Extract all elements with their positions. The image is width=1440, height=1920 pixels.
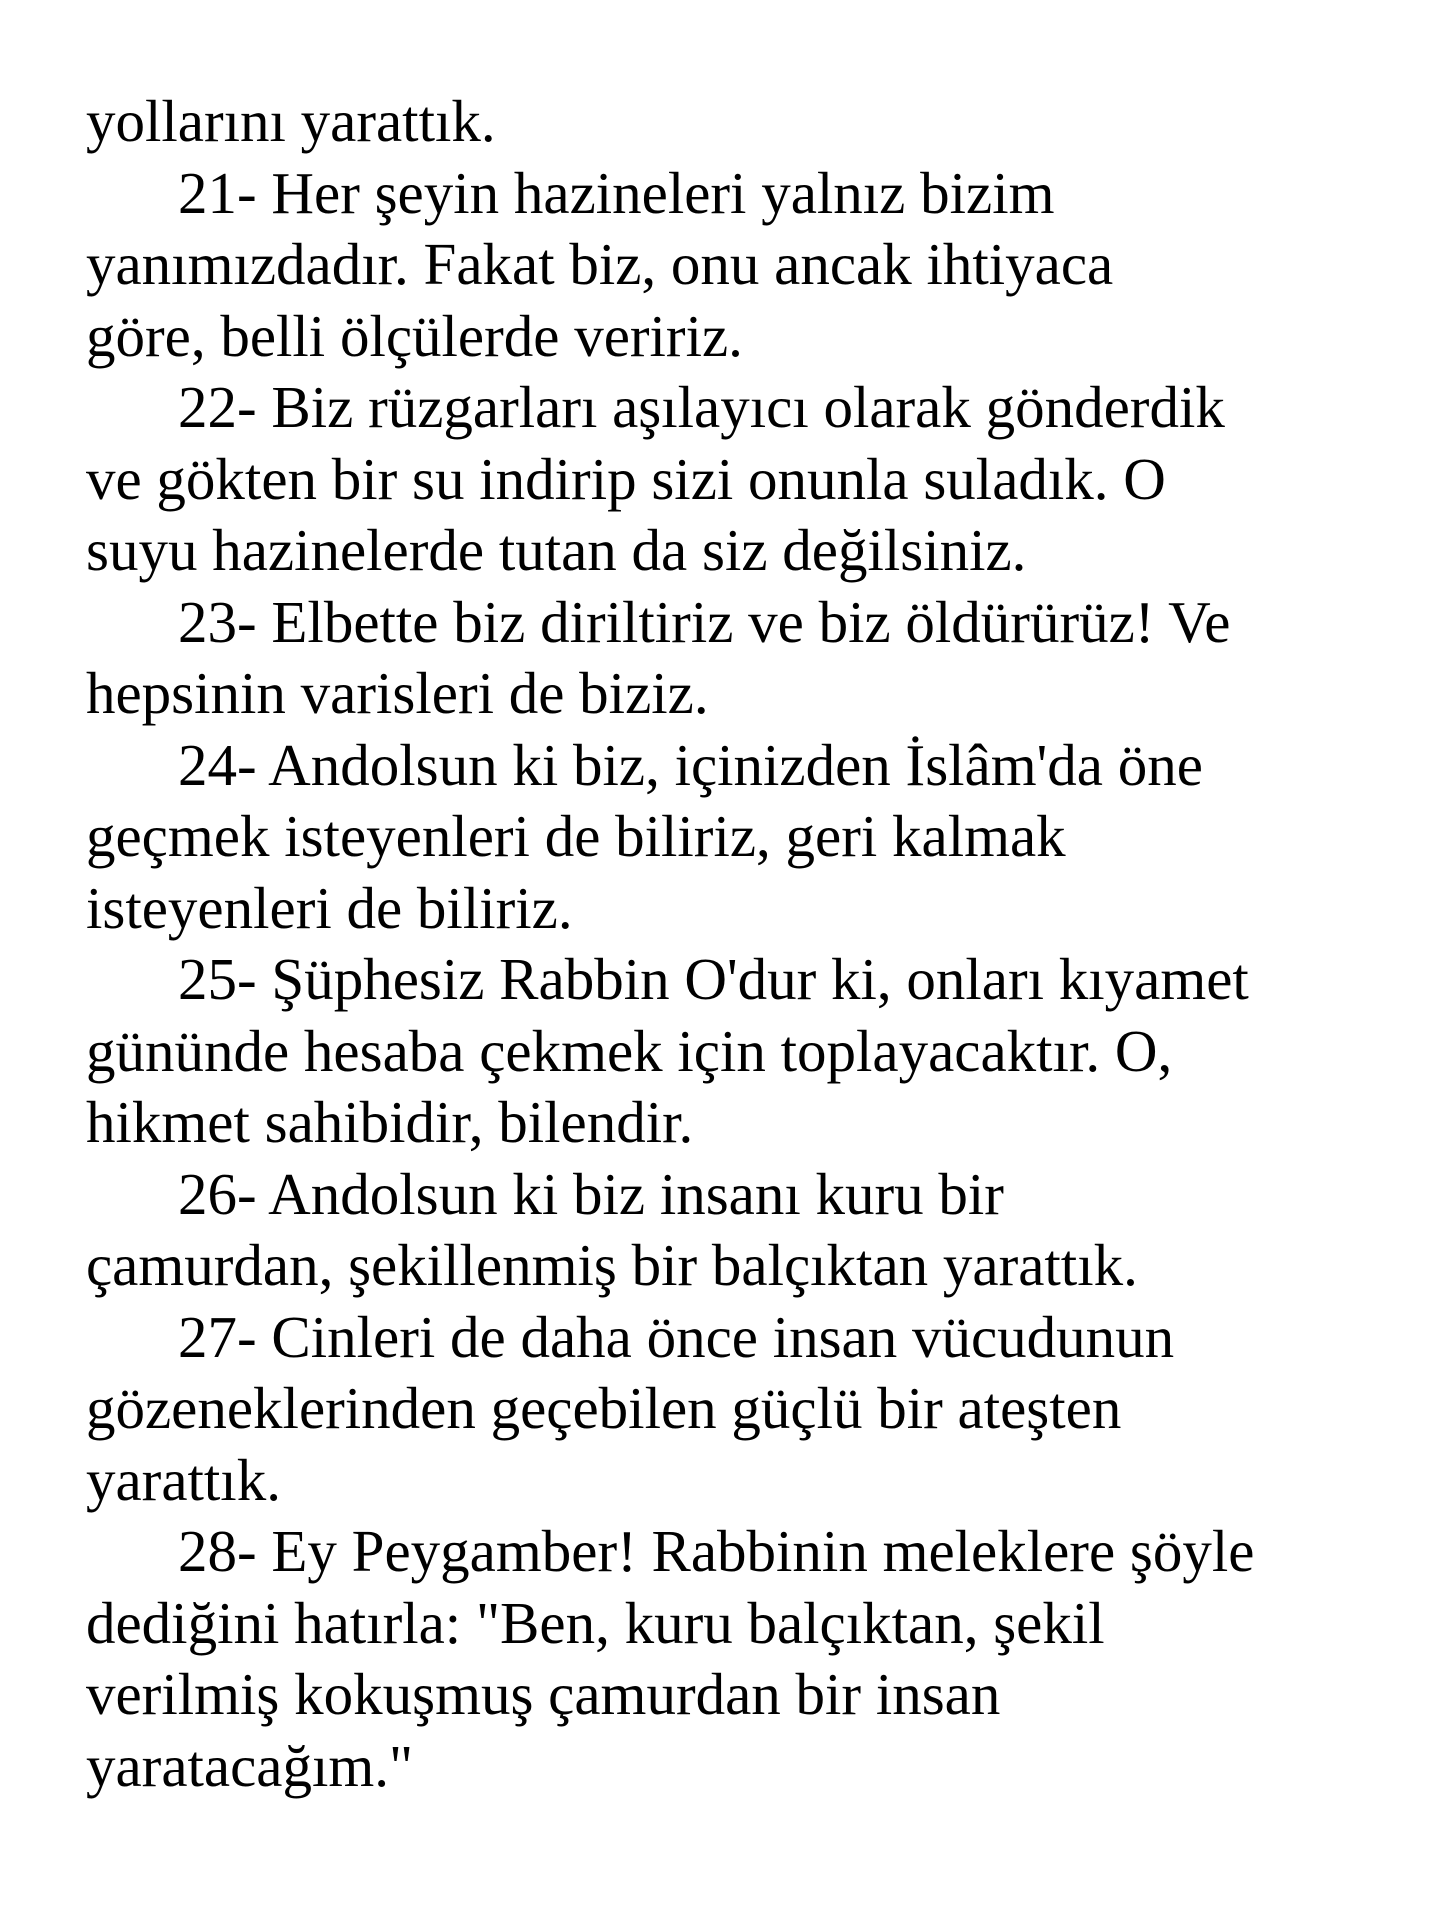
text-line: gözeneklerinden geçebilen güçlü bir ateşten xyxy=(86,1375,1122,1441)
text-line: verilmiş kokuşmuş çamurdan bir insan xyxy=(86,1661,1001,1727)
text-line: hikmet sahibidir, bilendir. xyxy=(86,1089,694,1155)
verse-21 xyxy=(86,158,1406,373)
verse-26 xyxy=(86,1159,1406,1302)
text-line: 27- Cinleri de daha önce insan vücudunun xyxy=(178,1303,1175,1370)
text-line: 24- Andolsun ki biz, içinizden İslâm'da öne xyxy=(178,731,1203,798)
text-line: gününde hesaba çekmek için toplayacaktır. O, xyxy=(86,1017,1173,1084)
verse-24 xyxy=(86,730,1406,945)
text-line: 26- Andolsun ki biz insanı kuru bir xyxy=(178,1160,1004,1227)
text-line: dediğini hatırla: "Ben, kuru balçıktan, şekil xyxy=(86,1589,1105,1656)
text-line: yollarını yarattık. xyxy=(86,88,496,154)
document-page xyxy=(86,86,1406,1802)
verse-22 xyxy=(86,372,1406,587)
verse-23 xyxy=(86,587,1406,730)
verse-27 xyxy=(86,1302,1406,1517)
text-line: 25- Şüphesiz Rabbin O'dur ki, onları kıyamet xyxy=(178,946,1249,1012)
text-line: isteyenleri de biliriz. xyxy=(86,874,573,941)
text-line: geçmek isteyenleri de biliriz, geri kalmak xyxy=(86,803,1066,869)
text-line: 28- Ey Peygamber! Rabbinin meleklere şöyle xyxy=(178,1518,1255,1584)
text-line: 22- Biz rüzgarları aşılayıcı olarak gönderdik xyxy=(178,374,1225,440)
verse-28 xyxy=(86,1516,1406,1802)
text-line: hepsinin varisleri de biziz. xyxy=(86,660,709,726)
text-line: çamurdan, şekillenmiş bir balçıktan yarattık. xyxy=(86,1232,1138,1298)
text-line: suyu hazinelerde tutan da siz değilsiniz. xyxy=(86,517,1027,583)
text-line: yarattık. xyxy=(86,1446,281,1513)
paragraph-continuation xyxy=(86,86,1406,158)
verse-25 xyxy=(86,944,1406,1159)
text-line: 21- Her şeyin hazineleri yalnız bizim xyxy=(178,159,1055,226)
text-line: 23- Elbette biz diriltiriz ve biz öldürürüz! Ve xyxy=(178,588,1231,655)
text-line: yaratacağım." xyxy=(86,1732,414,1799)
text-line: yanımızdadır. Fakat biz, onu ancak ihtiyaca xyxy=(86,231,1114,297)
text-line: ve gökten bir su indirip sizi onunla suladık. O xyxy=(86,445,1166,512)
text-line: göre, belli ölçülerde veririz. xyxy=(86,302,743,369)
